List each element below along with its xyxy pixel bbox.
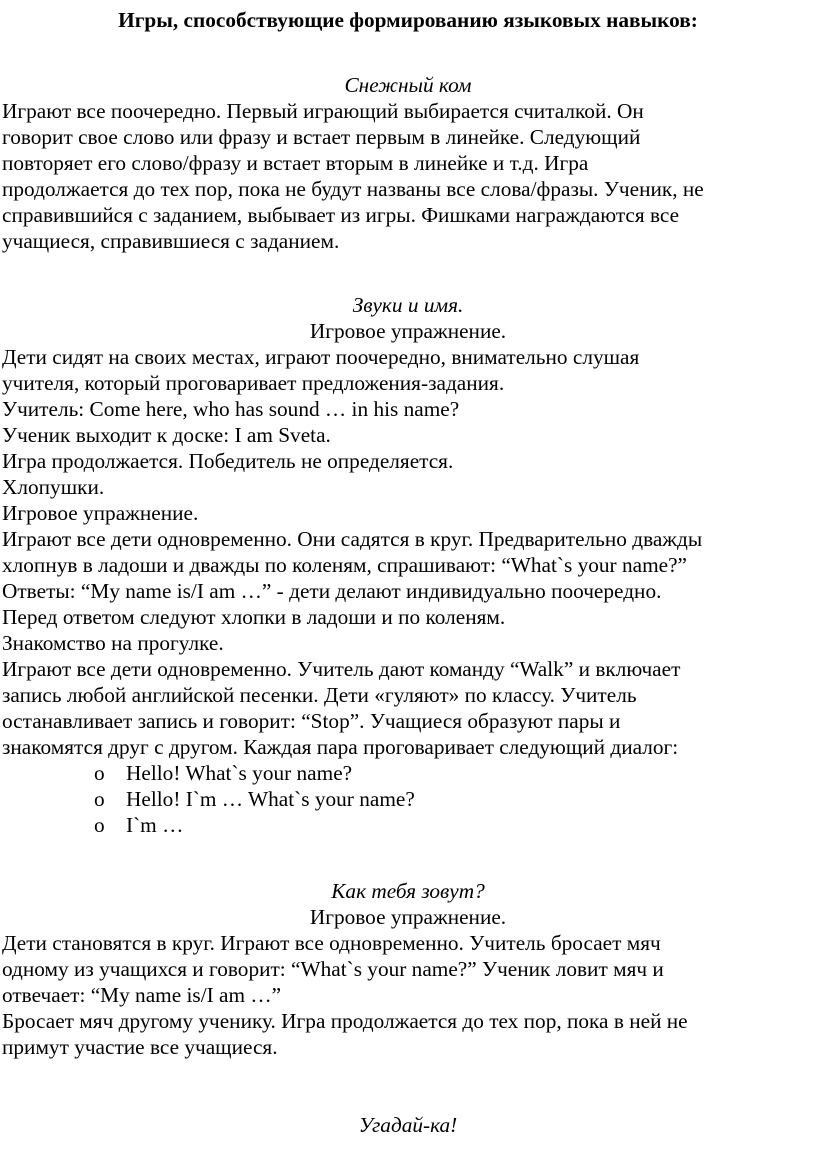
text-line: Хлопушки. bbox=[2, 475, 105, 499]
text-line: примут участие все учащиеся. bbox=[2, 1035, 278, 1059]
bullet-text: Hello! I`m … What`s your name? bbox=[126, 787, 415, 811]
text-line: Бросает мяч другому ученику. Игра продолжается до тех пор, пока в ней не bbox=[2, 1009, 688, 1033]
bullet-marker: o bbox=[94, 787, 105, 811]
section-heading-sounds: Звуки и имя. bbox=[352, 293, 464, 317]
text-line: знакомятся друг с другом. Каждая пара проговаривает следующий диалог: bbox=[2, 735, 679, 759]
section-heading-whats-your-name: Как тебя зовут? bbox=[331, 879, 485, 903]
text-line: Ответы: “My name is/I am …” - дети делают индивидуально поочередно. bbox=[2, 579, 662, 603]
section-heading-guess: Угадай-ка! bbox=[358, 1113, 458, 1137]
text-line: хлопнув в ладоши и дважды по коленям, спрашивают: “What`s your name?” bbox=[2, 553, 687, 577]
bullet-marker: o bbox=[94, 813, 105, 837]
text-line: Знакомство на прогулке. bbox=[2, 631, 224, 655]
text-line: Перед ответом следуют хлопки в ладоши и по коленям. bbox=[2, 605, 506, 629]
section-subheading: Игровое упражнение. bbox=[309, 319, 507, 343]
text-line: Дети сидят на своих местах, играют поочередно, внимательно слушая bbox=[2, 345, 640, 369]
bullet-marker: o bbox=[94, 761, 105, 785]
text-line: Играют все дети одновременно. Учитель дают команду “Walk” и включает bbox=[2, 657, 681, 681]
section-subheading: Игровое упражнение. bbox=[309, 905, 507, 929]
text-line: одному из учащихся и говорит: “What`s your name?” Ученик ловит мяч и bbox=[2, 957, 664, 981]
text-line: отвечает: “My name is/I am …” bbox=[2, 983, 282, 1007]
text-line: Учитель: Come here, who has sound … in his name? bbox=[2, 397, 460, 421]
text-line: Дети становятся в круг. Играют все одновременно. Учитель бросает мяч bbox=[2, 931, 661, 955]
text-line: повторяет его слово/фразу и встает вторым в линейке и т.д. Игра bbox=[2, 151, 589, 175]
text-line: Играют все дети одновременно. Они садятся в круг. Предварительно дважды bbox=[2, 527, 703, 551]
text-line: Игра продолжается. Победитель не определяется. bbox=[2, 449, 454, 473]
text-line: запись любой английской песенки. Дети «гуляют» по классу. Учитель bbox=[2, 683, 637, 707]
text-line: справившийся с заданием, выбывает из игры. Фишками награждаются все bbox=[2, 203, 680, 227]
text-line: останавливает запись и говорит: “Stop”. Учащиеся образуют пары и bbox=[2, 709, 621, 733]
section-heading-snowball: Снежный ком bbox=[344, 73, 472, 97]
text-line: Играют все поочередно. Первый играющий выбирается считалкой. Он bbox=[2, 99, 644, 123]
text-line: Игровое упражнение. bbox=[2, 501, 199, 525]
text-line: учащиеся, справившиеся с заданием. bbox=[2, 229, 340, 253]
text-line: продолжается до тех пор, пока не будут названы все слова/фразы. Ученик, не bbox=[2, 177, 704, 201]
bullet-text: Hello! What`s your name? bbox=[126, 761, 353, 785]
document-title: Игры, способствующие формированию языковых навыков: bbox=[118, 8, 698, 32]
text-line: говорит свое слово или фразу и встает первым в линейке. Следующий bbox=[2, 125, 641, 149]
bullet-text: I`m … bbox=[126, 813, 184, 837]
text-line: Ученик выходит к доске: I am Sveta. bbox=[2, 423, 331, 447]
text-line: учителя, который проговаривает предложения-задания. bbox=[2, 371, 505, 395]
